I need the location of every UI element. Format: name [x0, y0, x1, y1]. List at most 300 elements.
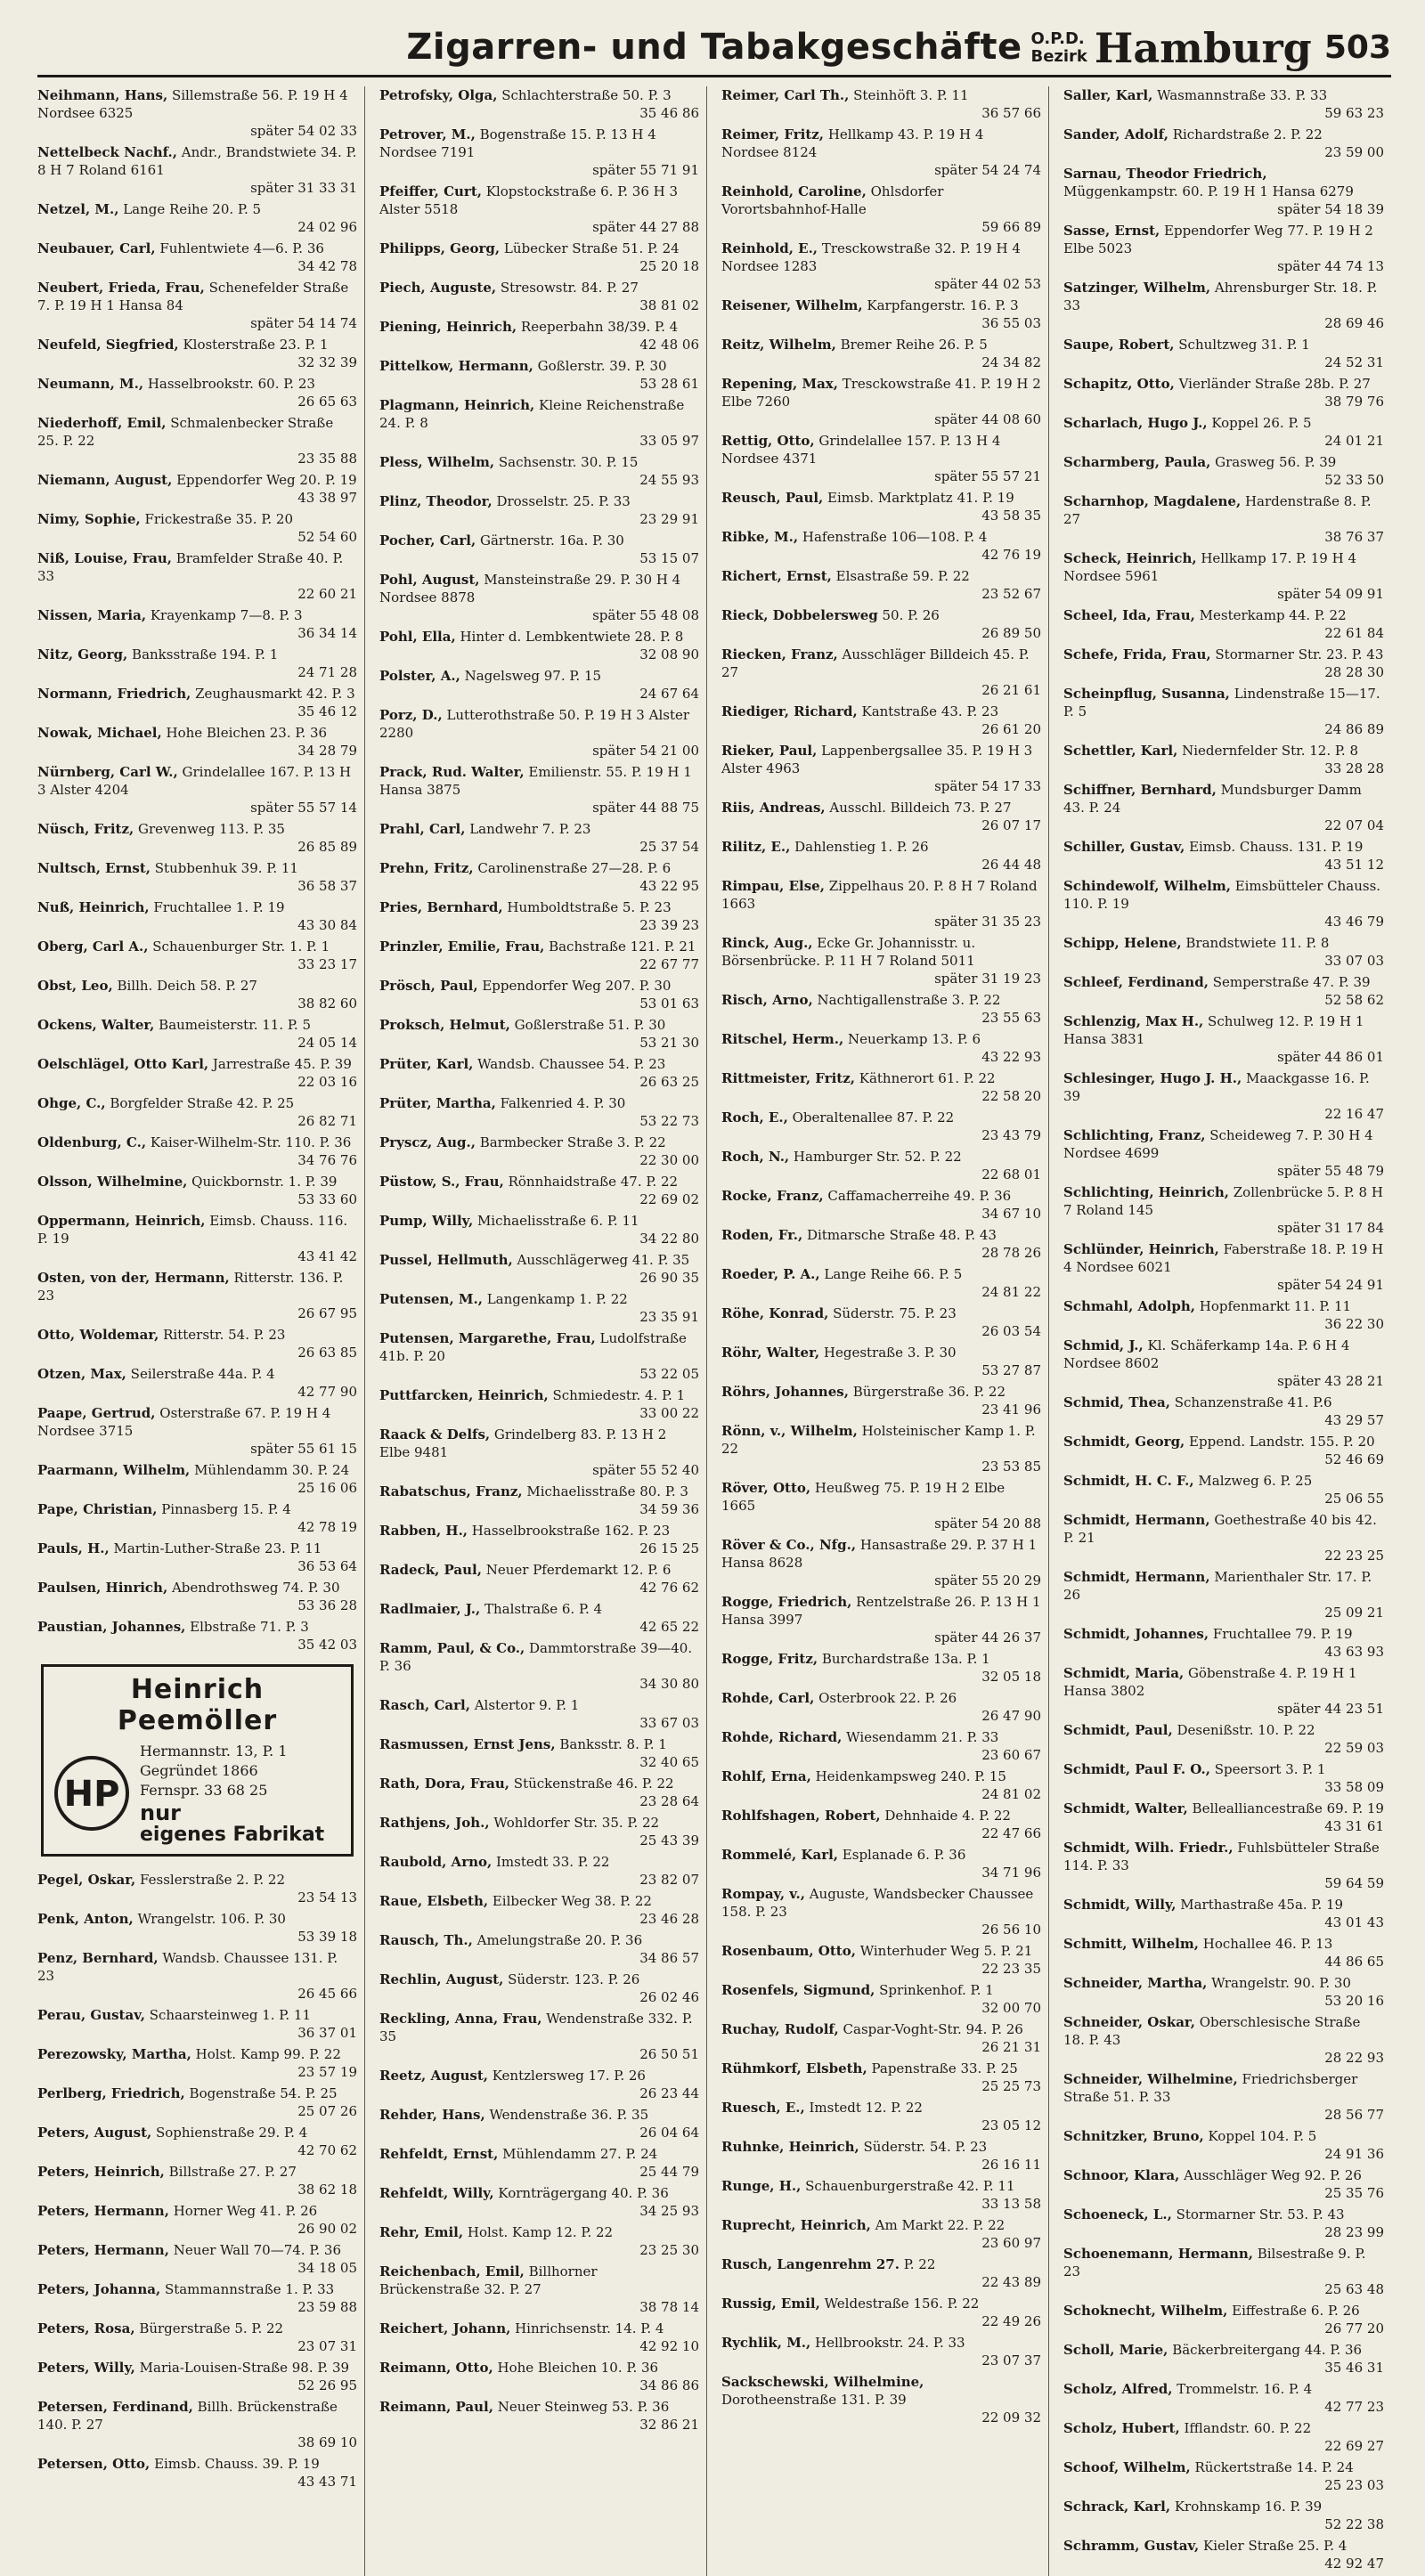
- entry-address: Seilerstraße 44a. P. 4: [126, 1366, 275, 1382]
- directory-entry: [1063, 1568, 1384, 1621]
- entry-name: Schmid, J.,: [1063, 1337, 1144, 1353]
- entry-name: Ritschel, Herm.,: [721, 1031, 844, 1047]
- entry-phone: 34 18 05: [297, 2260, 357, 2276]
- entry-name: Schlichting, Franz,: [1063, 1127, 1206, 1143]
- entry-phone: 26 77 20: [1324, 2320, 1384, 2336]
- directory-entry: [37, 1016, 357, 1052]
- directory-entry: [379, 1290, 699, 1326]
- entry-phone: später 55 61 15: [250, 1441, 357, 1457]
- directory-entry: [721, 2216, 1041, 2252]
- entry-phone: 26 02 46: [639, 1989, 699, 2005]
- directory-entry: [37, 2280, 357, 2316]
- entry-phone: 42 77 23: [1324, 2399, 1384, 2415]
- directory-entry: [721, 2060, 1041, 2095]
- entry-phone: 42 77 90: [297, 1384, 357, 1400]
- entry-phone: 24 55 93: [639, 472, 699, 488]
- directory-entry: [721, 2177, 1041, 2213]
- entry-address: Hinrichsenstr. 14. P. 4: [510, 2320, 664, 2336]
- entry-address: Koppel 26. P. 5: [1207, 415, 1312, 431]
- entry-name: Riediger, Richard,: [721, 703, 858, 719]
- directory-entry: [721, 297, 1041, 332]
- entry-name: Rabben, H.,: [379, 1523, 468, 1539]
- entry-address: Emilienstr. 55. P. 19 H 1 Hansa 3875: [379, 764, 692, 798]
- entry-phone: 36 58 37: [297, 878, 357, 894]
- directory-entry: [1063, 492, 1384, 546]
- directory-entry: [1063, 1394, 1384, 1429]
- entry-address: Lübecker Straße 51. P. 24: [500, 240, 680, 256]
- directory-entry: [37, 1618, 357, 1654]
- directory-entry: [1063, 1896, 1384, 1931]
- directory-entry: [379, 1775, 699, 1810]
- entry-name: Reimann, Paul,: [379, 2399, 493, 2415]
- entry-phone: 25 25 73: [981, 2078, 1041, 2094]
- entry-address: Rückertstraße 14. P. 24: [1190, 2459, 1354, 2475]
- entry-phone: 43 38 97: [297, 490, 357, 506]
- directory-entry: [37, 1212, 357, 1265]
- directory-entry: [379, 763, 699, 817]
- hp-logo-icon: [53, 1754, 131, 1832]
- entry-name: Schneider, Wilhelmine,: [1063, 2071, 1238, 2087]
- entry-address: Kieler Straße 25. P. 4: [1199, 2538, 1348, 2554]
- directory-entry: [1063, 222, 1384, 275]
- entry-address: 50. P. 26: [877, 607, 940, 623]
- entry-name: Saupe, Robert,: [1063, 337, 1175, 353]
- entry-address: Ausschl. Billdeich 73. P. 27: [825, 800, 1012, 816]
- entry-address: Grasweg 56. P. 39: [1210, 454, 1337, 470]
- entry-name: Ruhnke, Heinrich,: [721, 2139, 859, 2155]
- entry-name: Penk, Anton,: [37, 1911, 134, 1927]
- entry-phone: 22 09 32: [981, 2409, 1041, 2426]
- entry-name: Neihmann, Hans,: [37, 87, 168, 103]
- entry-name: Peters, Willy,: [37, 2360, 135, 2376]
- entry-address: Hafenstraße 106—108. P. 4: [798, 529, 988, 545]
- entry-name: Prack, Rud. Walter,: [379, 764, 525, 780]
- directory-entry: [37, 2163, 357, 2198]
- directory-entry: [37, 724, 357, 760]
- directory-entry: [721, 1593, 1041, 1646]
- directory-entry: [721, 742, 1041, 795]
- directory-entry: [721, 1422, 1041, 1475]
- entry-phone: 24 67 64: [639, 686, 699, 702]
- entry-name: Perezowsky, Martha,: [37, 2046, 191, 2062]
- ad-text: [140, 1742, 324, 1845]
- entry-address: Richardstraße 2. P. 22: [1168, 126, 1323, 142]
- entry-phone: 23 39 23: [639, 917, 699, 933]
- entry-name: Niß, Louise, Frau,: [37, 550, 172, 566]
- directory-entry: [1063, 2013, 1384, 2067]
- entry-name: Rosenbaum, Otto,: [721, 1943, 856, 1959]
- directory-entry: [37, 1461, 357, 1497]
- entry-phone: 26 56 10: [981, 1922, 1041, 1938]
- directory-entry: [379, 1134, 699, 1169]
- entry-address: Bäckerbreitergang 44. P. 36: [1168, 2342, 1363, 2358]
- entry-phone: 25 16 06: [297, 1480, 357, 1496]
- entry-name: Paulsen, Hinrich,: [37, 1580, 168, 1596]
- directory-entry: [379, 571, 699, 624]
- entry-address: Hellkamp 17. P. 19 H 4 Nordsee 5961: [1063, 550, 1356, 584]
- entry-name: Scharlach, Hugo J.,: [1063, 415, 1208, 431]
- directory-entry: [1063, 414, 1384, 450]
- entry-address: Nachtigallenstraße 3. P. 22: [812, 992, 1001, 1008]
- entry-address: Lutterothstraße 50. P. 19 H 3 Alster 2280: [379, 707, 690, 741]
- directory-entry: [379, 2359, 699, 2394]
- entry-phone: 22 47 66: [981, 1825, 1041, 1841]
- entry-address: Bürgerstraße 36. P. 22: [848, 1384, 1006, 1400]
- entry-name: Rilitz, E.,: [721, 839, 791, 855]
- entry-name: Peters, Hermann,: [37, 2203, 169, 2219]
- entry-name: Prösch, Paul,: [379, 978, 478, 994]
- directory-entry: [37, 279, 357, 332]
- entry-address: Kleine Reichenstraße 24. P. 8: [379, 397, 685, 431]
- directory-entry: [37, 2084, 357, 2120]
- entry-address: Eimsbütteler Chauss. 110. P. 19: [1063, 878, 1381, 912]
- entry-phone: später 55 48 79: [1277, 1163, 1384, 1179]
- entry-address: Stresowstr. 84. P. 27: [496, 280, 639, 296]
- directory-entry: [37, 1540, 357, 1575]
- entry-phone: 22 03 16: [297, 1074, 357, 1090]
- entry-phone: 23 43 79: [981, 1127, 1041, 1143]
- entry-address: Grindelallee 167. P. 13 H 3 Alster 4204: [37, 764, 352, 798]
- ad-title: Heinrich Peemöller: [117, 1674, 278, 1736]
- entry-phone: 23 60 97: [981, 2235, 1041, 2251]
- entry-phone: 26 61 20: [981, 721, 1041, 737]
- directory-entry: [1063, 2341, 1384, 2377]
- entry-phone: 24 01 21: [1324, 433, 1384, 449]
- directory-entry: [1063, 279, 1384, 332]
- directory-entry: [379, 1814, 699, 1849]
- col3-list: [721, 86, 1041, 2426]
- entry-address: Dorotheenstraße 131. P. 39: [721, 2392, 907, 2408]
- entry-name: Rychlik, M.,: [721, 2335, 811, 2351]
- directory-entry: [379, 2398, 699, 2434]
- entry-phone: später 54 14 74: [250, 315, 357, 331]
- ad-body: [53, 1742, 342, 1845]
- entry-phone: später 54 02 33: [250, 123, 357, 139]
- entry-address: Dahlenstieg 1. P. 26: [790, 839, 929, 855]
- directory-entry: [1063, 1721, 1384, 1757]
- entry-name: Ruesch, E.,: [721, 2100, 805, 2116]
- entry-phone: 26 21 31: [981, 2039, 1041, 2055]
- entry-phone: 35 42 03: [297, 1637, 357, 1653]
- directory-entry: [1063, 2419, 1384, 2455]
- entry-phone: 34 67 10: [981, 1206, 1041, 1222]
- directory-entry: [1063, 1012, 1384, 1066]
- entry-name: Schindewolf, Wilhelm,: [1063, 878, 1231, 894]
- entry-address: Sprinkenhof. P. 1: [875, 1982, 994, 1998]
- entry-address: Eimsb. Chauss. 131. P. 19: [1185, 839, 1364, 855]
- entry-address: Zippelhaus 20. P. 8 H 7 Roland 1663: [721, 878, 1038, 912]
- entry-phone: später 44 88 75: [592, 800, 699, 816]
- entry-name: Philipps, Georg,: [379, 240, 501, 256]
- entry-address: Billstraße 27. P. 27: [164, 2164, 297, 2180]
- entry-address: Ritterstr. 54. P. 23: [159, 1327, 286, 1343]
- directory-entry: [379, 820, 699, 856]
- entry-phone: 34 71 96: [981, 1865, 1041, 1881]
- entry-phone: 22 69 02: [639, 1191, 699, 1207]
- entry-phone: 26 15 25: [639, 1540, 699, 1556]
- entry-phone: 59 64 59: [1324, 1875, 1384, 1891]
- entry-address: Thalstraße 6. P. 4: [480, 1601, 603, 1617]
- directory-entry: [37, 938, 357, 973]
- entry-name: Oberg, Carl A.,: [37, 939, 149, 955]
- directory-entry: [379, 318, 699, 353]
- entry-phone: 38 62 18: [297, 2182, 357, 2198]
- entry-name: Nüsch, Fritz,: [37, 821, 134, 837]
- entry-name: Röhrs, Johannes,: [721, 1384, 849, 1400]
- page-header: [37, 25, 1391, 77]
- entry-address: Borgfelder Straße 42. P. 25: [105, 1095, 295, 1111]
- entry-address: Kl. Schäferkamp 14a. P. 6 H 4 Nordsee 8602: [1063, 1337, 1350, 1371]
- entry-address: Frickestraße 35. P. 20: [140, 511, 294, 527]
- entry-name: Pussel, Hellmuth,: [379, 1252, 513, 1268]
- directory-entry: [379, 2145, 699, 2181]
- entry-address: Krohnskamp 16. P. 39: [1170, 2499, 1323, 2515]
- entry-phone: 24 81 02: [981, 1786, 1041, 1802]
- directory-entry: [379, 1696, 699, 1732]
- entry-name: Pfeiffer, Curt,: [379, 183, 482, 199]
- entry-phone: 23 55 63: [981, 1010, 1041, 1026]
- directory-entry: [37, 1134, 357, 1169]
- entry-name: Putensen, M.,: [379, 1291, 483, 1307]
- entry-name: Pocher, Carl,: [379, 532, 476, 549]
- directory-entry: [721, 1650, 1041, 1686]
- entry-address: Schauenburger Str. 1. P. 1: [148, 939, 330, 955]
- directory-entry: [721, 528, 1041, 564]
- entry-phone: 34 25 93: [639, 2203, 699, 2219]
- entry-name: Rausch, Th.,: [379, 1932, 473, 1948]
- directory-entry: [379, 1329, 699, 1383]
- entry-address: Kentzlersweg 17. P. 26: [487, 2068, 646, 2084]
- entry-phone: 26 45 66: [297, 1986, 357, 2002]
- directory-entry: [721, 2295, 1041, 2330]
- entry-address: Eimsb. Marktplatz 41. P. 19: [823, 490, 1014, 506]
- directory-entry: [721, 336, 1041, 371]
- entry-address: Schauenburgerstraße 42. P. 11: [801, 2178, 1015, 2194]
- col1-list-after-ad: [37, 1871, 357, 2491]
- directory-entry: [379, 706, 699, 760]
- entry-name: Rathjens, Joh.,: [379, 1815, 490, 1831]
- entry-name: Schnitzker, Bruno,: [1063, 2128, 1204, 2144]
- directory-entry: [721, 126, 1041, 179]
- entry-phone: 38 81 02: [639, 297, 699, 313]
- entry-name: Pohl, August,: [379, 572, 480, 588]
- entry-name: Sander, Adolf,: [1063, 126, 1168, 142]
- directory-entry: [37, 685, 357, 720]
- entry-address: Jarrestraße 45. P. 39: [208, 1056, 352, 1072]
- entry-address: Dammtorstraße 39—40. P. 36: [379, 1640, 693, 1674]
- directory-entry: [379, 628, 699, 663]
- entry-address: Eppendorfer Weg 77. P. 19 H 2 Elbe 5023: [1063, 223, 1373, 256]
- directory-entry: [1063, 838, 1384, 874]
- entry-phone: 38 78 14: [639, 2299, 699, 2315]
- entry-phone: 25 63 48: [1324, 2281, 1384, 2297]
- directory-entry: [721, 2099, 1041, 2134]
- directory-entry: [721, 1383, 1041, 1418]
- entry-address: Landwehr 7. P. 23: [465, 821, 591, 837]
- entry-name: Reinhold, E.,: [721, 240, 818, 256]
- entry-name: Rimpau, Else,: [721, 878, 825, 894]
- entry-name: Schmidt, Willy,: [1063, 1897, 1177, 1913]
- entry-address: Hegestraße 3. P. 30: [819, 1345, 957, 1361]
- entry-name: Schoenemann, Hermann,: [1063, 2246, 1253, 2262]
- entry-phone: 23 53 85: [981, 1459, 1041, 1475]
- entry-address: Bilsestraße 9. P. 23: [1063, 2246, 1366, 2279]
- entry-phone: 22 49 26: [981, 2313, 1041, 2329]
- entry-phone: 35 46 31: [1324, 2360, 1384, 2376]
- entry-phone: 24 86 89: [1324, 721, 1384, 737]
- entry-name: Runge, H.,: [721, 2178, 802, 2194]
- entry-name: Rohlfshagen, Robert,: [721, 1808, 881, 1824]
- entry-phone: 36 34 14: [297, 625, 357, 641]
- entry-address: Michaelisstraße 6. P. 11: [473, 1213, 639, 1229]
- entry-name: Petrover, M.,: [379, 126, 476, 142]
- column-4: [1063, 86, 1391, 2576]
- directory-entry: [37, 606, 357, 642]
- entry-name: Reichenbach, Emil,: [379, 2263, 525, 2279]
- entry-phone: 24 52 31: [1324, 354, 1384, 370]
- entry-phone: 25 23 03: [1324, 2477, 1384, 2493]
- entry-name: Pohl, Ella,: [379, 629, 456, 645]
- entry-address: Rönnhaidstraße 47. P. 22: [503, 1174, 679, 1190]
- directory-entry: [37, 977, 357, 1012]
- directory-entry: [721, 2373, 1041, 2426]
- entry-phone: 43 51 12: [1324, 857, 1384, 873]
- entry-address: Hochallee 46. P. 13: [1198, 1936, 1333, 1952]
- entry-phone: 38 82 60: [297, 995, 357, 1012]
- entry-name: Rohde, Carl,: [721, 1690, 815, 1706]
- entry-address: Trommelstr. 16. P. 4: [1172, 2381, 1313, 2397]
- directory-entry: [379, 1600, 699, 1636]
- entry-name: Peters, Heinrich,: [37, 2164, 165, 2180]
- entry-phone: 38 79 76: [1324, 394, 1384, 410]
- entry-phone: später 55 57 14: [250, 800, 357, 816]
- directory-entry: [37, 1365, 357, 1401]
- page-number: 503: [1323, 29, 1391, 66]
- entry-address: Müggenkampstr. 60. P. 19 H 1 Hansa 6279: [1063, 183, 1354, 199]
- entry-phone: 52 22 38: [1324, 2516, 1384, 2532]
- entry-name: Schmidt, Maria,: [1063, 1665, 1185, 1681]
- directory-entry: [1063, 742, 1384, 777]
- header-right: [1030, 25, 1391, 71]
- entry-phone: 43 22 93: [981, 1049, 1041, 1065]
- entry-name: Reinhold, Caroline,: [721, 183, 867, 199]
- entry-phone: 43 58 35: [981, 508, 1041, 524]
- entry-address: Lappenbergsallee 35. P. 19 H 3 Alster 4963: [721, 743, 1033, 776]
- entry-address: Friedrichsberger Straße 51. P. 33: [1063, 2071, 1358, 2105]
- entry-name: Riis, Andreas,: [721, 800, 826, 816]
- entry-address: Klosterstraße 23. P. 1: [178, 337, 329, 353]
- entry-address: Billh. Brückenstraße 140. P. 27: [37, 2399, 338, 2433]
- directory-entry: [1063, 1297, 1384, 1333]
- directory-entry: [721, 606, 1041, 642]
- entry-name: Perau, Gustav,: [37, 2007, 145, 2023]
- entry-phone: 53 21 30: [639, 1035, 699, 1051]
- entry-address: Fruchtallee 79. P. 19: [1209, 1626, 1353, 1642]
- directory-entry: [1063, 126, 1384, 161]
- entry-phone: später 31 19 23: [934, 971, 1041, 987]
- column-3: [721, 86, 1049, 2576]
- entry-name: Prinzler, Emilie, Frau,: [379, 939, 545, 955]
- directory-entry: [721, 1148, 1041, 1183]
- directory-entry: [379, 492, 699, 528]
- entry-phone: 22 67 77: [639, 956, 699, 972]
- directory-entry: [1063, 2537, 1384, 2572]
- entry-address: Mesterkamp 44. P. 22: [1194, 607, 1347, 623]
- directory-entry: [37, 1871, 357, 1906]
- entry-address: Hellbrookstr. 24. P. 33: [810, 2335, 965, 2351]
- directory-entry: [1063, 2380, 1384, 2416]
- entry-address: Goethestraße 40 bis 42. P. 21: [1063, 1512, 1377, 1546]
- entry-address: Neuer Wall 70—74. P. 36: [168, 2242, 341, 2258]
- entry-address: Eimsb. Chauss. 39. P. 19: [150, 2456, 320, 2472]
- entry-address: Ecke Gr. Johannisstr. u. Börsenbrücke. P. 11 H 7 Roland 5011: [721, 935, 976, 969]
- entry-phone: später 54 17 33: [934, 778, 1041, 794]
- entry-phone: später 31 35 23: [934, 914, 1041, 930]
- entry-address: Brandstwiete 11. P. 8: [1181, 935, 1330, 951]
- directory-entry: [1063, 1664, 1384, 1718]
- entry-address: Käthnerort 61. P. 22: [854, 1070, 996, 1086]
- entry-phone: 26 63 85: [297, 1345, 357, 1361]
- directory-entry: [1063, 1974, 1384, 2010]
- entry-address: Hohe Bleichen 23. P. 36: [161, 725, 328, 741]
- entry-address: Carolinenstraße 27—28. P. 6: [473, 860, 672, 876]
- entry-address: Ahrensburger Str. 18. P. 33: [1063, 280, 1378, 313]
- directory-entry: [1063, 375, 1384, 410]
- entry-name: Schmidt, H. C. F.,: [1063, 1473, 1194, 1489]
- entry-phone: 36 22 30: [1324, 1316, 1384, 1332]
- entry-phone: 23 25 30: [639, 2242, 699, 2258]
- entry-name: Nettelbeck Nachf.,: [37, 144, 177, 160]
- entry-address: Dehnhaide 4. P. 22: [880, 1808, 1011, 1824]
- entry-name: Schneider, Martha,: [1063, 1975, 1208, 1991]
- entry-address: Wohldorfer Str. 35. P. 22: [489, 1815, 660, 1831]
- entry-phone: 42 76 19: [981, 547, 1041, 563]
- entry-address: Neuer Pferdemarkt 12. P. 6: [481, 1562, 672, 1578]
- entry-name: Ribke, M.,: [721, 529, 799, 545]
- entry-name: Nitz, Georg,: [37, 646, 128, 662]
- entry-phone: 59 63 23: [1324, 105, 1384, 121]
- ad-founded: Gegründet 1866: [140, 1762, 258, 1779]
- entry-name: Niemann, August,: [37, 472, 173, 488]
- entry-address: Michaelisstraße 80. P. 3: [522, 1483, 688, 1499]
- entry-address: Ditmarsche Straße 48. P. 43: [802, 1227, 997, 1243]
- entry-name: Reusch, Paul,: [721, 490, 824, 506]
- directory-entry: [721, 1304, 1041, 1340]
- directory-entry: [1063, 1472, 1384, 1507]
- entry-phone: 23 57 19: [297, 2064, 357, 2080]
- entry-name: Obst, Leo,: [37, 978, 113, 994]
- column-2: [379, 86, 707, 2576]
- entry-address: Koppel 104. P. 5: [1203, 2128, 1317, 2144]
- entry-address: Abendrothsweg 74. P. 30: [167, 1580, 340, 1596]
- entry-name: Schmidt, Paul,: [1063, 1722, 1173, 1738]
- entry-address: Göbenstraße 4. P. 19 H 1 Hansa 3802: [1063, 1665, 1357, 1699]
- entry-name: Roden, Fr.,: [721, 1227, 803, 1243]
- entry-address: Banksstraße 194. P. 1: [127, 646, 279, 662]
- directory-entry: [379, 2263, 699, 2316]
- entry-phone: 53 15 07: [639, 550, 699, 566]
- entry-phone: 23 59 00: [1324, 144, 1384, 160]
- entry-phone: 42 48 06: [639, 337, 699, 353]
- directory-entry: [379, 240, 699, 275]
- directory-entry: [721, 1226, 1041, 1262]
- entry-name: Ruchay, Rudolf,: [721, 2021, 839, 2037]
- entry-address: Gärtnerstr. 16a. P. 30: [476, 532, 624, 549]
- directory-entry: [37, 859, 357, 895]
- directory-entry: [721, 2334, 1041, 2369]
- entry-name: Reisener, Wilhelm,: [721, 297, 863, 313]
- entry-name: Neufeld, Siegfried,: [37, 337, 179, 353]
